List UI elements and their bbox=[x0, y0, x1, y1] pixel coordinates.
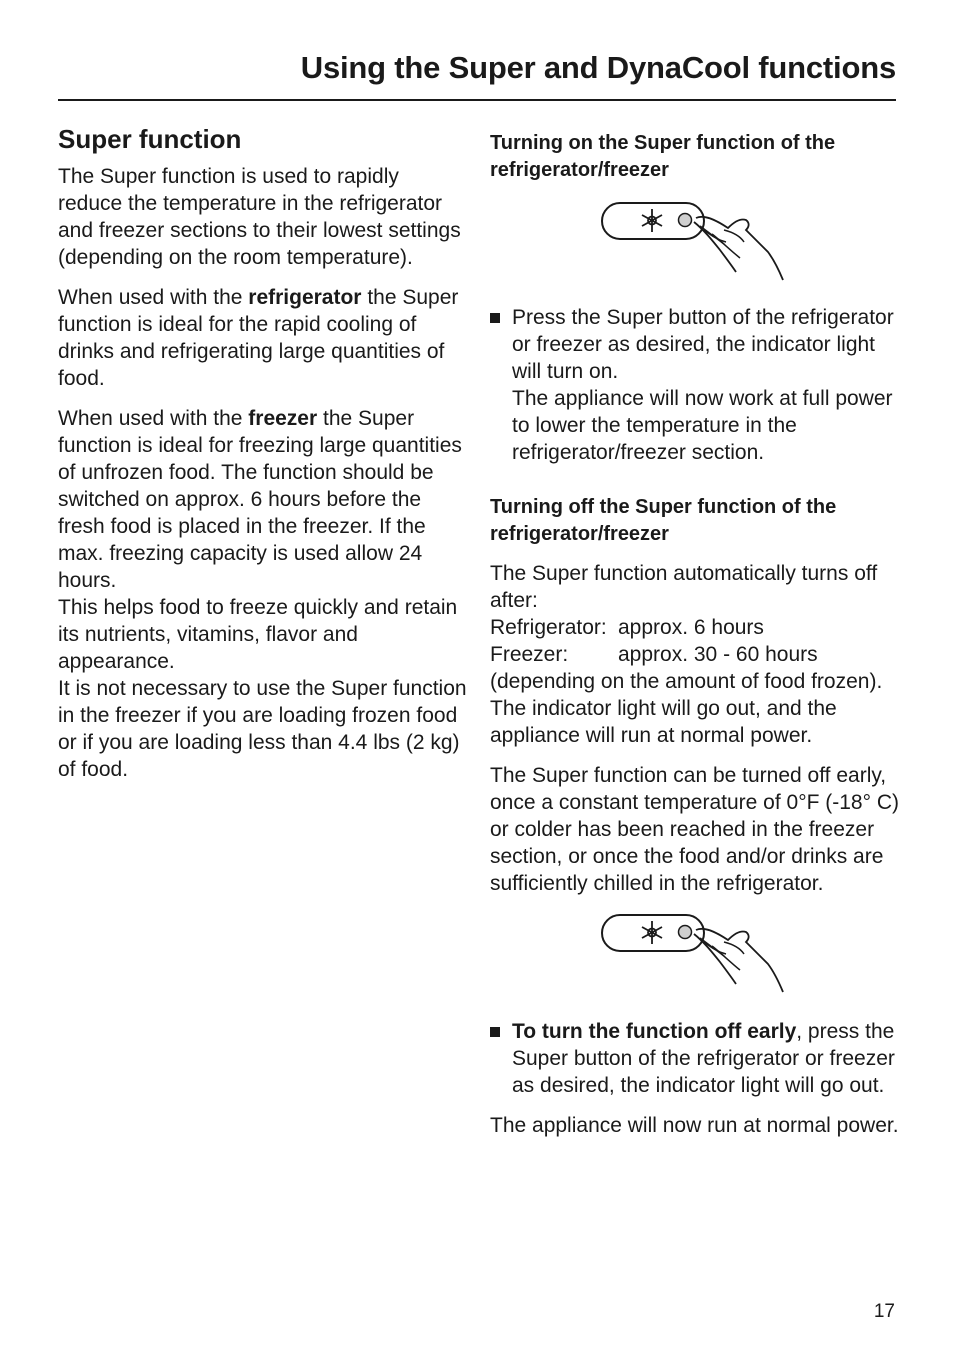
freezer-note-paragraph: It is not necessary to use the Super function in the freezer if you are loading frozen food or if you are loading less than 4.4 lbs (2 kg) of food. bbox=[58, 677, 467, 781]
hand-pressing-super-button-icon bbox=[600, 200, 790, 286]
page-number: 17 bbox=[873, 1301, 895, 1322]
turn-on-heading: Turning on the Super function of the refrigerator/freezer bbox=[490, 132, 836, 181]
turn-on-step bbox=[490, 304, 900, 466]
turn-on-result: The appliance will now work at full power to lower the temperature in the refrigerator/freezer section. bbox=[512, 387, 893, 464]
snowflake-icon bbox=[642, 921, 662, 944]
indicator-out-note: The indicator light will go out, and the appliance will run at normal power. bbox=[490, 697, 837, 747]
freezer-paragraph: When used with the freezer the Super function is ideal for freezing large quantities of unfrozen food. The function should be switched on approx. 6 hours before the fresh food is placed in the freezer. If the max. freezing capacity is used allow 24 hours. bbox=[58, 407, 462, 592]
turn-on-instruction: Press the Super button of the refrigerator or freezer as desired, the indicator light will turn on. bbox=[512, 306, 894, 383]
turn-off-heading: Turning off the Super function of the refrigerator/freezer bbox=[490, 496, 837, 545]
snowflake-icon bbox=[642, 209, 662, 232]
bullet-square-icon bbox=[490, 313, 500, 323]
bullet-square-icon bbox=[490, 1027, 500, 1037]
left-column bbox=[58, 124, 468, 783]
hand-pressing-super-button-icon bbox=[600, 912, 790, 998]
freezer-benefits-paragraph: This helps food to freeze quickly and retain its nutrients, vitamins, flavor and appearance. bbox=[58, 596, 458, 673]
normal-power-note: The appliance will now run at normal power. bbox=[490, 1114, 899, 1137]
page-title: Using the Super and DynaCool functions bbox=[300, 50, 896, 85]
refrigerator-time-row: Refrigerator: approx. 6 hours bbox=[490, 616, 764, 639]
depending-note: (depending on the amount of food frozen). bbox=[490, 670, 883, 693]
auto-off-intro: The Super function automatically turns off after: bbox=[490, 562, 878, 612]
right-column bbox=[490, 130, 900, 1139]
section-heading: Super function bbox=[58, 124, 242, 154]
title-rule bbox=[58, 99, 896, 101]
early-off-step bbox=[490, 1018, 900, 1099]
freezer-time-row: Freezer: approx. 30 - 60 hours bbox=[490, 643, 818, 666]
intro-paragraph: The Super function is used to rapidly reduce the temperature in the refrigerator and freezer sections to their lowest settings (depending on the room temperature). bbox=[58, 165, 461, 269]
early-off-paragraph: The Super function can be turned off early, once a constant temperature of 0°F (-18° C) or colder has been reached in the freezer section, or once the food and/or drinks are sufficiently chilled in the refrigerator. bbox=[490, 764, 899, 895]
refrigerator-paragraph: When used with the refrigerator the Super function is ideal for the rapid cooling of drinks and refrigerating large quantities of food. bbox=[58, 286, 459, 390]
early-off-instruction: To turn the function off early, press the Super button of the refrigerator or freezer as desired, the indicator light will go out. bbox=[512, 1020, 895, 1097]
